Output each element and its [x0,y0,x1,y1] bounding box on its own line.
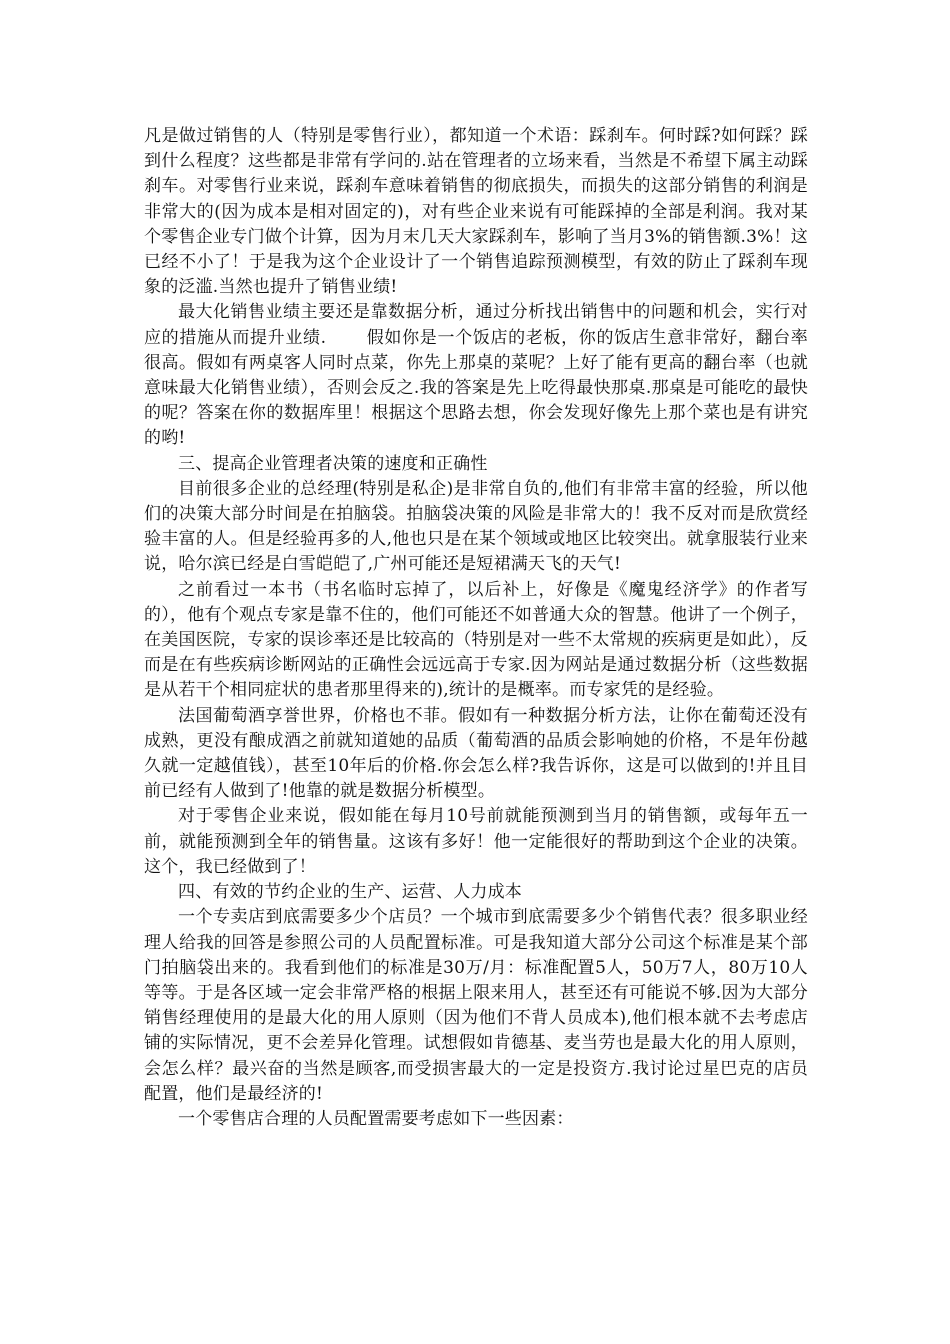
section-heading-four: 四、有效的节约企业的生产、运营、人力成本 [178,882,522,903]
document-body [144,124,808,1132]
paragraph-text-continued: 假如你是一个饭店的老板，你的饭店生意非常好，翻台率很高。假如有两桌客人同时点菜，你先上那桌的菜呢？上好了能有更高的翻台率（也就意味最大化销售业绩），否则会反之.我的答案是先上吃得最快那桌.那桌是可能吃的最快的呢？答案在你的数据库里！根据这个思路去想，你会发现好像先上那个菜也是有讲究的哟! [144,327,809,449]
paragraph-experts-book: 之前看过一本书（书名临时忘掉了，以后补上，好像是《魔鬼经济学》的作者写的），他有个观点专家是靠不住的，他们可能还不如普通大众的智慧。他讲了一个例子，在美国医院，专家的误诊率还是比较高的（特别是对一些不太常规的疾病更是如此），反而是在有些疾病诊断网站的正确性会远远高于专家.因为网站是通过数据分析（这些数据是从若干个相同症状的患者那里得来的),统计的是概率。而专家凭的是经验。 [144,579,808,701]
paragraph-retail-forecast: 对于零售企业来说，假如能在每月10号前就能预测到当月的销售额，或每年五一前，就能预测到全年的销售量。这该有多好！他一定能很好的帮助到这个企业的决策。这个，我已经做到了！ [144,806,808,877]
section-heading-three: 三、提高企业管理者决策的速度和正确性 [178,453,488,474]
paragraph-wine: 法国葡萄酒享誉世界，价格也不菲。假如有一种数据分析方法，让你在葡萄还没有成熟，更没有酿成酒之前就知道她的品质（葡萄酒的品质会影响她的价格，不是年份越久就一定越值钱），甚至10年后的价格.你会怎么样?我告诉你，这是可以做到的!并且目前已经有人做到了!他靠的就是数据分析模型。 [144,705,808,802]
paragraph-managers-experience: 目前很多企业的总经理(特别是私企)是非常自负的,他们有非常丰富的经验，所以他们的决策大部分时间是在拍脑袋。拍脑袋决策的风险是非常大的！我不反对而是欣赏经验丰富的人。但是经验再多的人,他也只是在某个领域或地区比较突出。就拿服装行业来说，哈尔滨已经是白雪皑皑了,广州可能还是短裙满天飞的天气! [144,478,808,575]
paragraph-text: 最大化销售业绩主要还是靠数据分析，通过分析找出销售中的问题和机会，实行对应的措施从而提升业绩. [144,302,808,348]
paragraph-staffing-factors: 一个零售店合理的人员配置需要考虑如下一些因素： [178,1108,574,1129]
paragraph-staffing: 一个专卖店到底需要多少个店员？一个城市到底需要多少个销售代表？很多职业经理人给我的回答是参照公司的人员配置标准。可是我知道大部分公司这个标准是某个部门拍脑袋出来的。我看到他们的标准是30万/月：标准配置5人，50万7人，80万10人等等。于是各区域一定会非常严格的根据上限来用人，甚至还有可能说不够.因为大部分销售经理使用的是最大化的用人原则（因为他们不背人员成本),他们根本就不去考虑店铺的实际情况，更不会差异化管理。试想假如肯德基、麦当劳也是最大化的用人原则，会怎么样？最兴奋的当然是顾客,而受损害最大的一定是投资方.我讨论过星巴克的店员配置，他们是最经济的! [144,907,808,1104]
paragraph-brake-intro: 凡是做过销售的人（特别是零售行业），都知道一个术语：踩刹车。何时踩?如何踩？踩到什么程度？这些都是非常有学问的.站在管理者的立场来看，当然是不希望下属主动踩刹车。对零售行业来说，踩刹车意味着销售的彻底损失，而损失的这部分销售的利润是非常大的(因为成本是相对固定的)，对有些企业来说有可能踩掉的全部是利润。我对某个零售企业专门做个计算，因为月末几天大家踩刹车，影响了当月3%的销售额.3%！这已经不小了！于是我为这个企业设计了一个销售追踪预测模型，有效的防止了踩刹车现象的泛滥.当然也提升了销售业绩! [144,126,808,298]
paragraph-maximize-sales [144,300,808,451]
